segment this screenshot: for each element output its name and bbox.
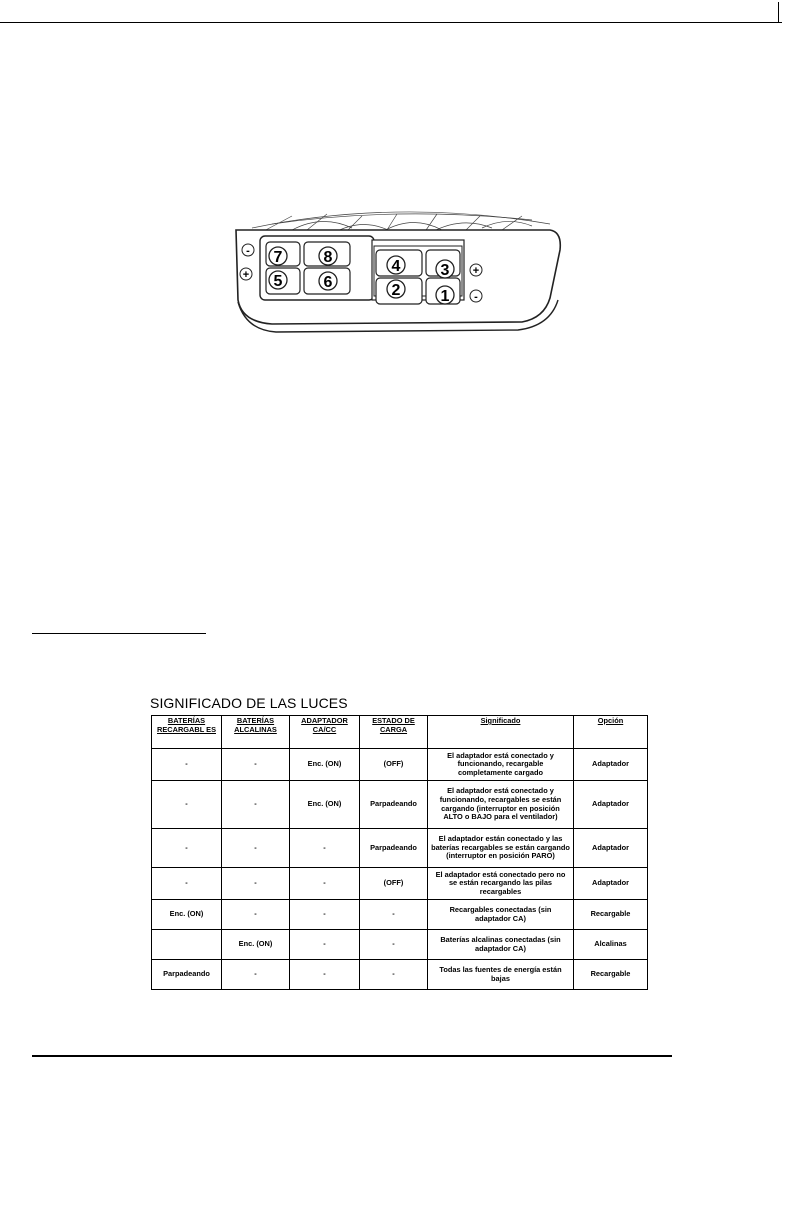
table-cell: -: [360, 960, 428, 990]
table-cell: (OFF): [360, 749, 428, 781]
lights-meaning-table: [151, 715, 648, 990]
table-cell: Enc. (ON): [290, 749, 360, 781]
table-cell: -: [222, 781, 290, 829]
table-cell: -: [290, 829, 360, 868]
table-cell: El adaptador está conectado y funcionando, recargables se están cargando (interruptor en posición ALTO o BAJO para el ventilador): [428, 781, 574, 829]
slot-number: 1: [440, 288, 450, 305]
table-cell: -: [222, 749, 290, 781]
slot-number: 4: [391, 258, 401, 275]
table-cell: Recargable: [574, 960, 648, 990]
table-row: [152, 749, 648, 781]
table-cell: -: [290, 930, 360, 960]
table-cell: El adaptador está conectado y funcionando, recargable completamente cargado: [428, 749, 574, 781]
battery-compartment-figure: [232, 210, 562, 335]
table-cell: Recargable: [574, 900, 648, 930]
slot-number: 7: [273, 249, 283, 266]
table-cell: Enc. (ON): [222, 930, 290, 960]
polarity-symbol: -: [474, 291, 478, 303]
table-cell: El adaptador están conectado y las baterías recargables se están cargando (interruptor en posición PARO): [428, 829, 574, 868]
table-cell: -: [360, 930, 428, 960]
table-cell: El adaptador está conectado pero no se están recargando las pilas recargables: [428, 868, 574, 900]
table-row: [152, 900, 648, 930]
table-cell: Alcalinas: [574, 930, 648, 960]
table-cell: Adaptador: [574, 868, 648, 900]
table-cell: Adaptador: [574, 829, 648, 868]
table-cell: -: [222, 868, 290, 900]
header-option: Opción: [574, 716, 648, 749]
table-cell: [152, 930, 222, 960]
slot-number: 5: [273, 273, 283, 290]
header-meaning: Significado: [428, 716, 574, 749]
polarity-symbol: +: [472, 265, 480, 277]
table-cell: Enc. (ON): [290, 781, 360, 829]
table-cell: -: [290, 900, 360, 930]
table-row: [152, 930, 648, 960]
slot-number: 6: [323, 274, 333, 291]
table-cell: (OFF): [360, 868, 428, 900]
header-adapter: ADAPTADOR CA/CC: [290, 716, 360, 749]
table-row: [152, 868, 648, 900]
header-charge-state: ESTADO DE CARGA: [360, 716, 428, 749]
table-header-row: [152, 716, 648, 749]
table-cell: -: [152, 781, 222, 829]
table-cell: -: [222, 829, 290, 868]
table-cell: -: [360, 900, 428, 930]
table-cell: Todas las fuentes de energía están bajas: [428, 960, 574, 990]
table-cell: Recargables conectadas (sin adaptador CA): [428, 900, 574, 930]
table-row: [152, 960, 648, 990]
table-cell: Parpadeando: [360, 829, 428, 868]
polarity-symbol: +: [242, 269, 250, 281]
table-cell: Baterías alcalinas conectadas (sin adaptador CA): [428, 930, 574, 960]
table-cell: -: [290, 960, 360, 990]
table-cell: Enc. (ON): [152, 900, 222, 930]
table-cell: Adaptador: [574, 749, 648, 781]
table-cell: -: [222, 900, 290, 930]
table-row: [152, 829, 648, 868]
top-rule: [0, 22, 782, 23]
polarity-symbol: -: [246, 245, 250, 257]
crop-mark: [778, 2, 779, 22]
table-cell: -: [222, 960, 290, 990]
header-rechargeable: BATERÍAS RECARGABL ES: [152, 716, 222, 749]
slot-number: 3: [440, 262, 450, 279]
table-cell: Parpadeando: [360, 781, 428, 829]
slot-number: 2: [391, 282, 401, 299]
table-title: SIGNIFICADO DE LAS LUCES: [150, 695, 348, 711]
table-row: [152, 781, 648, 829]
section-underline: [32, 633, 206, 634]
table-cell: -: [152, 868, 222, 900]
table-cell: -: [152, 829, 222, 868]
table-cell: -: [152, 749, 222, 781]
slot-number: 8: [323, 249, 333, 266]
table-cell: Parpadeando: [152, 960, 222, 990]
bottom-rule: [32, 1055, 672, 1057]
header-alkaline: BATERÍAS ALCALINAS: [222, 716, 290, 749]
table-cell: Adaptador: [574, 781, 648, 829]
table-cell: -: [290, 868, 360, 900]
